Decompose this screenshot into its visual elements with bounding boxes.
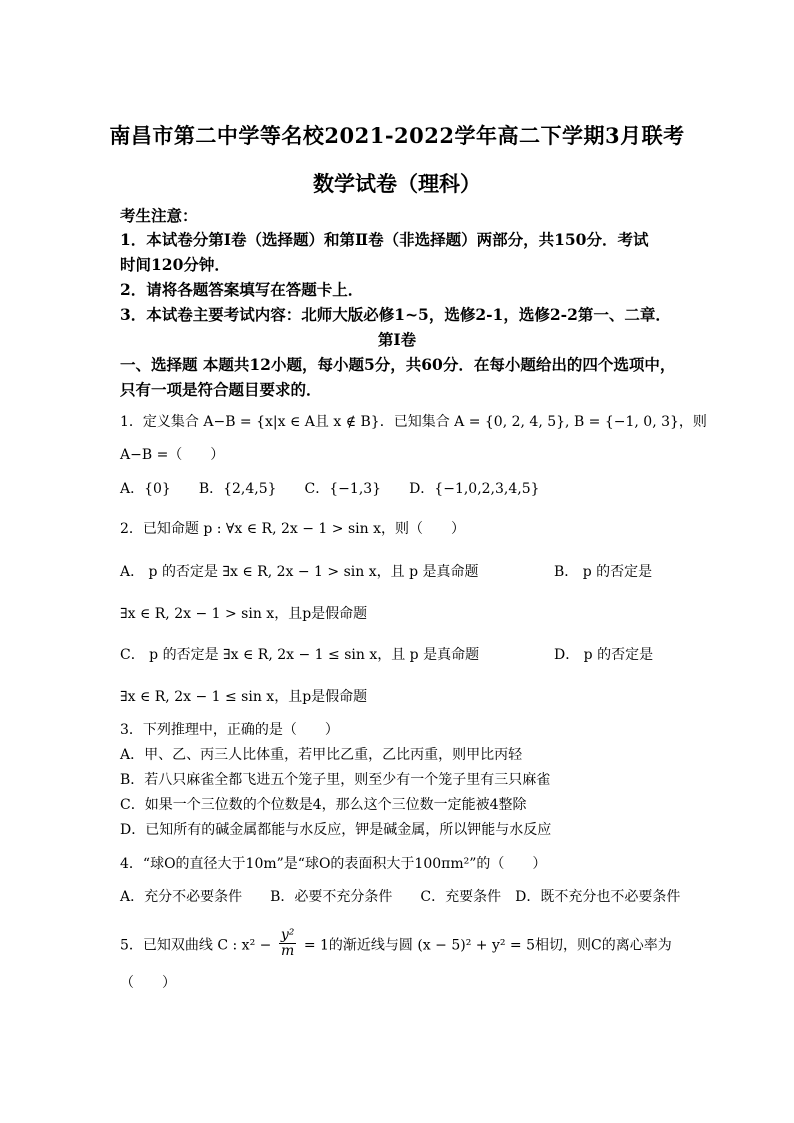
q5-stem	[120, 927, 672, 961]
notice-heading: 考生注意：	[120, 206, 198, 225]
q2-option-d-label: D． p 的否定是	[554, 647, 654, 663]
exam-subtitle: 数学试卷（理科）	[313, 171, 481, 196]
notice-item-1: 1．本试卷分第Ⅰ卷（选择题）和第Ⅱ卷（非选择题）两部分，共150分．考试	[120, 230, 649, 249]
notice-item-3: 3．本试卷主要考试内容：北师大版必修1~5，选修2-1，选修2-2第一、二章．	[120, 305, 671, 324]
notice-item-2: 2．请将各题答案填写在答题卡上．	[120, 280, 364, 299]
q1-stem: 1．定义集合 A−B = {x|x ∈ A且 x ∉ B}．已知集合 A = {0, 2, 4, 5}, B = {−1, 0, 3}，则	[120, 414, 707, 430]
q5-fraction-denominator: m	[280, 943, 295, 959]
q4-options: A．充分不必要条件 B．必要不充分条件 C．充要条件 D．既不充分也不必要条件	[120, 889, 681, 905]
section-intro-cont: 只有一项是符合题目要求的．	[120, 380, 322, 399]
q2-option-c: C． p 的否定是 ∃x ∈ R, 2x − 1 ≤ sin x，且 p 是真命题	[120, 647, 480, 663]
q4-stem: 4．“球O的直径大于10m”是“球O的表面积大于100πm²”的（ ）	[120, 856, 547, 872]
q3-option-a: A．甲、乙、丙三人比体重，若甲比乙重，乙比丙重，则甲比丙轻	[120, 747, 523, 763]
q3-option-c: C．如果一个三位数的个位数是4，那么这个三位数一定能被4整除	[120, 797, 527, 813]
q2-option-b-label: B． p 的否定是	[554, 564, 653, 580]
q5-stem-post: = 1的渐近线与圆 (x − 5)² + y² = 5相切，则C的离心率为	[303, 937, 672, 954]
q2-option-a: A． p 的否定是 ∃x ∈ R, 2x − 1 > sin x，且 p 是真命题	[120, 564, 479, 580]
q5-stem-cont: （ ）	[120, 975, 176, 991]
q3-stem: 3．下列推理中，正确的是（ ）	[120, 722, 339, 738]
exam-title: 南昌市第二中学等名校2021-2022学年高二下学期3月联考	[109, 123, 685, 148]
volume-heading: 第Ⅰ卷	[377, 330, 417, 349]
q2-option-d: ∃x ∈ R, 2x − 1 ≤ sin x，且p是假命题	[120, 689, 368, 705]
q2-option-b: ∃x ∈ R, 2x − 1 > sin x，且p是假命题	[120, 606, 368, 622]
section-intro: 一、选择题 本题共12小题，每小题5分，共60分．在每小题给出的四个选项中，	[120, 355, 676, 374]
q5-stem-pre: 5．已知双曲线 C : x² −	[120, 937, 272, 954]
notice-item-1-cont: 时间120分钟．	[120, 255, 230, 274]
q3-option-d: D．已知所有的碱金属都能与水反应，钾是碱金属，所以钾能与水反应	[120, 822, 552, 838]
q5-fraction	[279, 928, 297, 959]
q1-options: A．{0} B．{2,4,5} C．{−1,3} D．{−1,0,2,3,4,5}	[120, 481, 540, 497]
q2-stem: 2．已知命题 p : ∀x ∈ R, 2x − 1 > sin x，则（ ）	[120, 521, 465, 537]
q1-stem-cont: A−B =（ ）	[120, 447, 225, 463]
q3-option-b: B．若八只麻雀全都飞进五个笼子里，则至少有一个笼子里有三只麻雀	[120, 772, 551, 788]
q5-fraction-numerator: y²	[280, 927, 295, 943]
